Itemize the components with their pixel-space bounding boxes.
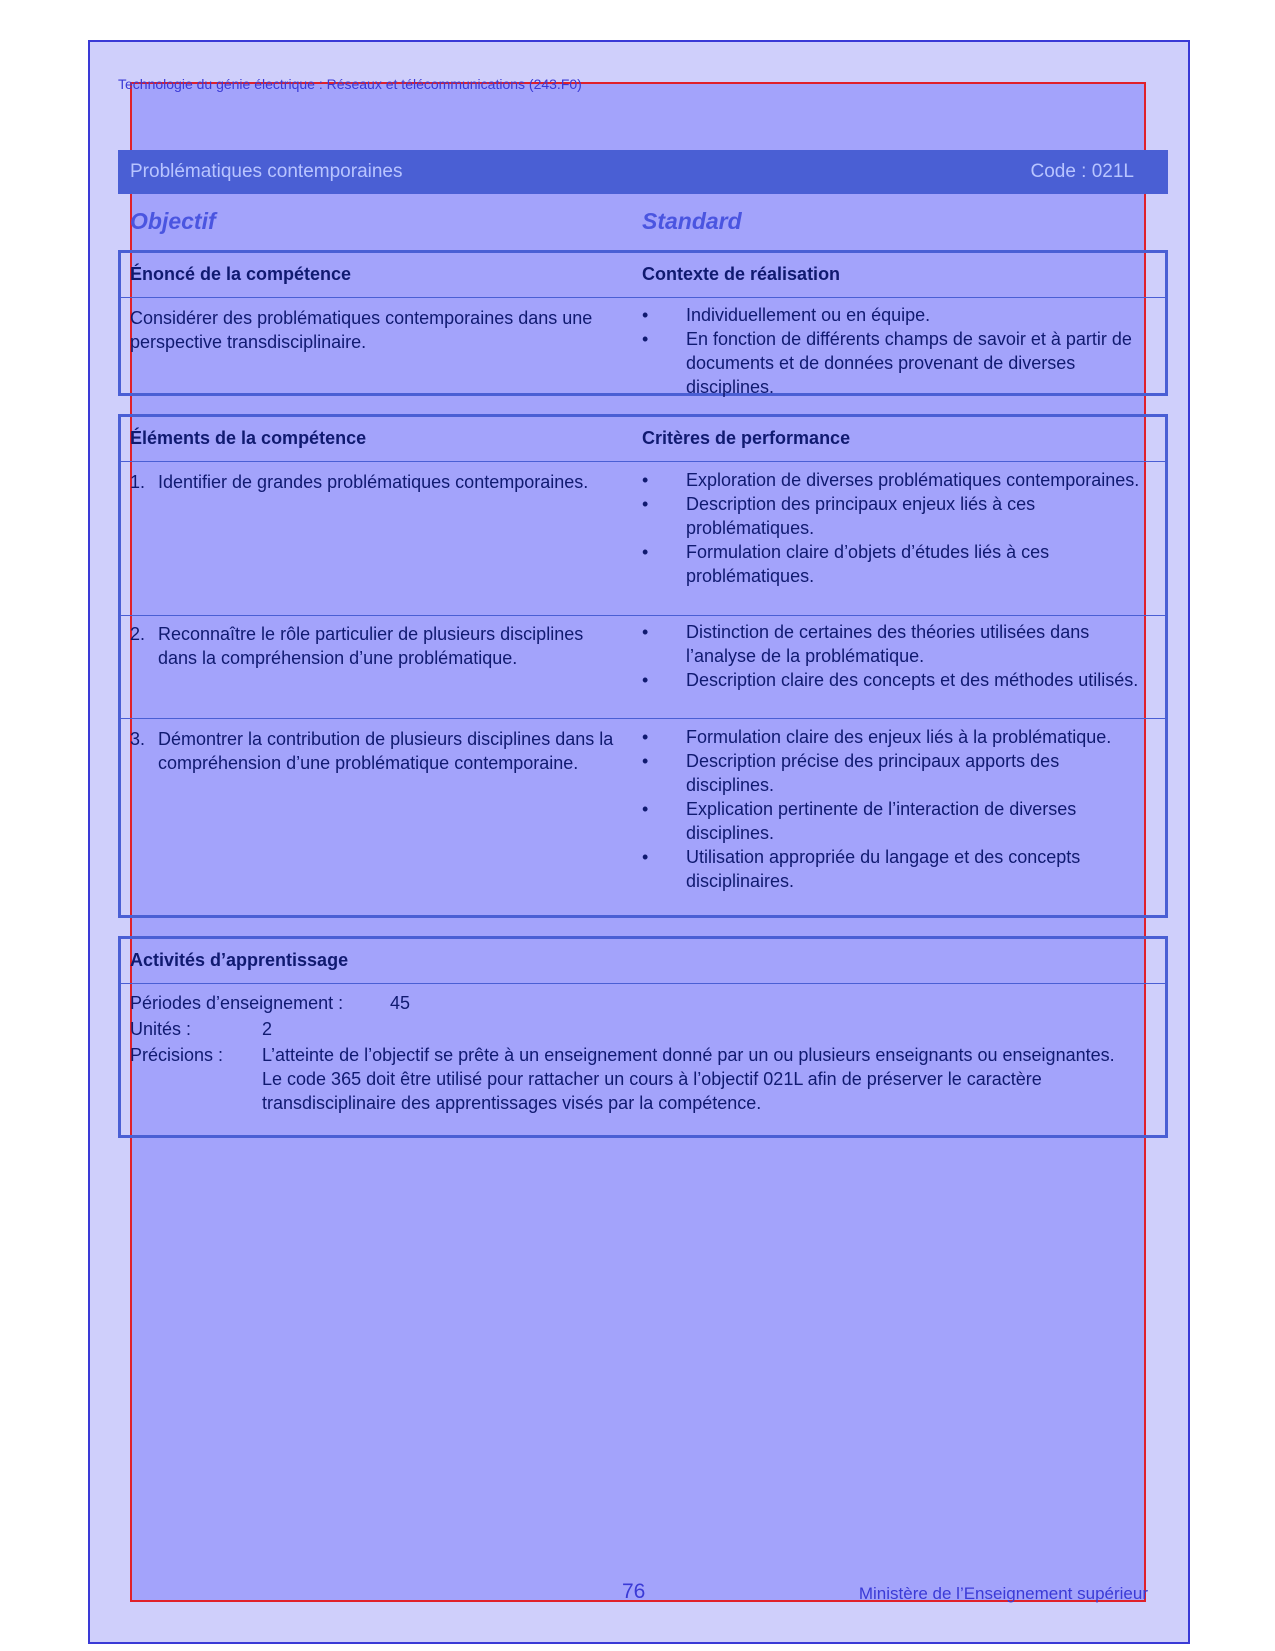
- numbered-item: [130, 622, 620, 670]
- bullet-icon: •: [642, 494, 649, 514]
- footer-source: Ministère de l’Enseignement supérieur: [858, 1584, 1148, 1603]
- units-value: 2: [262, 1019, 273, 1039]
- list-item: [642, 492, 1152, 540]
- criterion: Description précise des principaux apports des disciplines.: [686, 751, 1060, 795]
- competence-row: [121, 298, 1165, 397]
- numbered-item: [130, 727, 620, 775]
- bullet-icon: •: [642, 727, 649, 747]
- element-text: Identifier de grandes problématiques contemporaines.: [158, 472, 589, 492]
- competence-statement: Considérer des problématiques contemporaines dans une perspective transdisciplinaire.: [130, 308, 593, 352]
- running-header: Technologie du génie électrique : Réseaux et télécommunications (243.F0): [118, 76, 582, 92]
- bullet-icon: •: [642, 799, 649, 819]
- bullet-icon: •: [642, 622, 649, 642]
- precision-paragraph: Le code 365 doit être utilisé pour rattacher un cours à l’objectif 021L afin de préserver le caractère transdisciplinaire des apprentissages visés par la compétence.: [262, 1069, 1042, 1113]
- elements-header: [121, 417, 1165, 462]
- elements-header-right: Critères de performance: [642, 428, 851, 448]
- element-text-block: [130, 470, 620, 494]
- title-banner: [118, 150, 1168, 194]
- list-item: [642, 540, 1152, 588]
- banner-code: Code : 021L: [1030, 161, 1134, 182]
- units-line: [130, 1016, 1156, 1042]
- list-item: [642, 668, 1152, 692]
- precisions-text: [262, 1042, 1156, 1115]
- context-list: [642, 303, 1152, 399]
- list-item: [642, 620, 1152, 668]
- bullet-icon: •: [642, 670, 649, 690]
- periods-label: Périodes d’enseignement :: [130, 993, 344, 1013]
- column-headings: [118, 208, 1168, 242]
- activities-header: [121, 939, 1165, 984]
- element-text-block: [130, 727, 620, 775]
- element-text: Démontrer la contribution de plusieurs disciplines dans la compréhension d’une problématique contemporaine.: [158, 729, 614, 773]
- list-item: [642, 468, 1152, 492]
- criterion: Exploration de diverses problématiques contemporaines.: [686, 470, 1140, 490]
- elements-box: [118, 414, 1168, 918]
- bullet-icon: •: [642, 847, 649, 867]
- element-text-block: [130, 622, 620, 670]
- list-item: [642, 725, 1152, 749]
- bullet-icon: •: [642, 305, 649, 325]
- page-number: 76: [622, 1580, 646, 1603]
- activities-box: [118, 936, 1168, 1138]
- element-number: 3.: [130, 729, 146, 749]
- element-row-1: [121, 462, 1165, 616]
- element-row-2: [121, 616, 1165, 719]
- criterion: Formulation claire d’objets d’études liés à ces problématiques.: [686, 542, 1050, 586]
- list-item: [642, 797, 1152, 845]
- units-label: Unités :: [130, 1019, 192, 1039]
- bullet-icon: •: [642, 329, 649, 349]
- list-item: [642, 327, 1152, 399]
- criterion: Description des principaux enjeux liés à ces problématiques.: [686, 494, 1036, 538]
- list-item: [642, 303, 1152, 327]
- competence-header-right: Contexte de réalisation: [642, 264, 841, 284]
- element-number: 2.: [130, 624, 146, 644]
- criteria-list: [642, 725, 1152, 893]
- element-number: 1.: [130, 472, 146, 492]
- criteria-list: [642, 620, 1152, 692]
- bullet-icon: •: [642, 542, 649, 562]
- element-row-3: [121, 719, 1165, 917]
- criterion: Distinction de certaines des théories utilisées dans l’analyse de la problématique.: [686, 622, 1090, 666]
- standard-heading: Standard: [642, 208, 742, 234]
- list-item: [642, 845, 1152, 893]
- criterion: Explication pertinente de l’interaction de diverses disciplines.: [686, 799, 1077, 843]
- precisions-line: [130, 1042, 1156, 1115]
- criterion: Formulation claire des enjeux liés à la problématique.: [686, 727, 1112, 747]
- periods-line: [130, 990, 1156, 1016]
- precisions-label: Précisions :: [130, 1045, 224, 1065]
- bullet-icon: •: [642, 470, 649, 490]
- banner-title: Problématiques contemporaines: [130, 161, 403, 182]
- context-item: Individuellement ou en équipe.: [686, 305, 931, 325]
- periods-value: 45: [390, 993, 411, 1013]
- competence-header-left: Énoncé de la compétence: [130, 264, 352, 284]
- activities-header-label: Activités d’apprentissage: [130, 950, 349, 970]
- elements-header-left: Éléments de la compétence: [130, 428, 367, 448]
- criterion: Utilisation appropriée du langage et des concepts disciplinaires.: [686, 847, 1081, 891]
- criterion: Description claire des concepts et des méthodes utilisés.: [686, 670, 1139, 690]
- objective-heading: Objectif: [130, 208, 216, 234]
- bullet-icon: •: [642, 751, 649, 771]
- activities-body: [121, 984, 1165, 1121]
- competence-box: [118, 250, 1168, 396]
- context-item: En fonction de différents champs de savoir et à partir de documents et de données provenant de diverses disciplines.: [686, 329, 1132, 397]
- element-text: Reconnaître le rôle particulier de plusieurs disciplines dans la compréhension d’une problématique.: [158, 624, 584, 668]
- precision-paragraph: L’atteinte de l’objectif se prête à un enseignement donné par un ou plusieurs enseignants ou enseignantes.: [262, 1045, 1115, 1065]
- competence-header: [121, 253, 1165, 298]
- numbered-item: [130, 470, 620, 494]
- list-item: [642, 749, 1152, 797]
- criteria-list: [642, 468, 1152, 588]
